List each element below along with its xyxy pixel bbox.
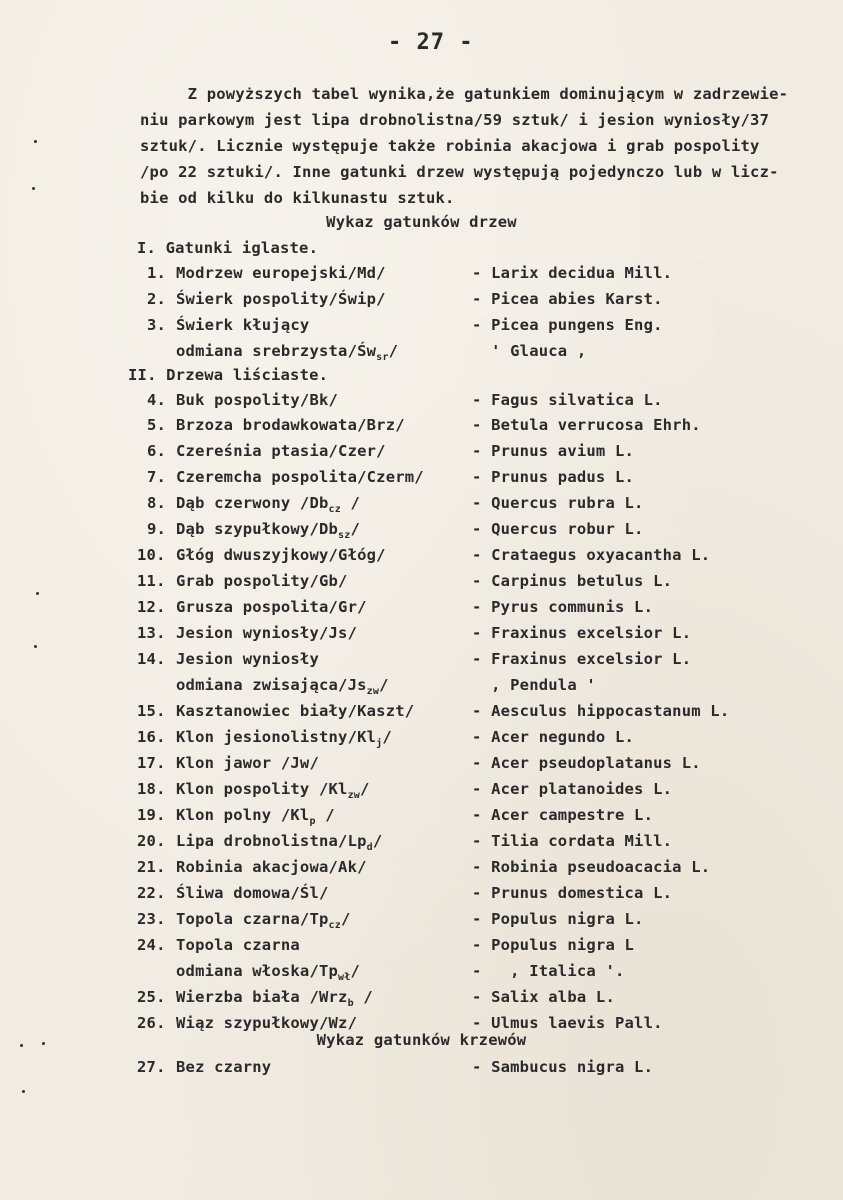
abbreviation-tail: / (350, 520, 361, 538)
row-number: 22. (137, 884, 166, 902)
polish-name-text: Bez czarny (176, 1058, 272, 1076)
polish-name-text: Wiąz szypułkowy/Wz/ (176, 1014, 358, 1032)
polish-name (176, 753, 319, 773)
polish-name-text: odmiana włoska/Tp (176, 962, 339, 980)
polish-name-text: Klon polny /Kl (176, 806, 310, 824)
latin-name: - Acer negundo L. (472, 728, 635, 746)
latin-name: - Picea pungens Eng. (472, 316, 663, 334)
abbreviation-tail: / (360, 780, 370, 798)
row-number: 14. (137, 650, 166, 668)
polish-name (176, 935, 300, 955)
polish-name (176, 390, 338, 410)
row-number: 2. (147, 290, 167, 308)
polish-name (176, 289, 386, 309)
latin-name: - Sambucus nigra L. (472, 1058, 654, 1076)
latin-name: - Acer pseudoplatanus L. (472, 754, 701, 772)
polish-name (176, 857, 367, 877)
paragraph-line: /po 22 sztuki/. Inne gatunki drzew występują pojedynczo lub w licz- (140, 163, 779, 181)
polish-name (176, 805, 335, 825)
polish-name-text: Jesion wyniosły (176, 650, 319, 668)
margin-mark (20, 1044, 23, 1047)
margin-mark (36, 592, 39, 595)
row-number: 19. (137, 806, 166, 824)
margin-mark (34, 645, 37, 648)
polish-name-text: Kasztanowiec biały/Kaszt/ (176, 702, 415, 720)
abbreviation-subscript: b (347, 998, 354, 1009)
page-number: - 27 - (388, 30, 474, 55)
polish-name (176, 987, 373, 1007)
abbreviation-subscript: cz (328, 504, 341, 515)
row-number: 18. (137, 780, 166, 798)
row-number: 5. (147, 416, 167, 434)
row-number: 8. (147, 494, 167, 512)
abbreviation-subscript: d (366, 842, 373, 853)
latin-name: - Tilia cordata Mill. (472, 832, 673, 850)
row-number: 25. (137, 988, 166, 1006)
polish-name-text: Modrzew europejski/Md/ (176, 264, 386, 282)
abbreviation-tail: / (372, 832, 383, 850)
polish-name (176, 909, 351, 929)
polish-name (176, 341, 398, 361)
abbreviation-subscript: sz (338, 530, 351, 541)
abbreviation-subscript: wł (338, 972, 351, 983)
row-number: 27. (137, 1058, 166, 1076)
row-number: 23. (137, 910, 166, 928)
latin-name: , Pendula ' (472, 676, 596, 694)
latin-name: - Carpinus betulus L. (472, 572, 673, 590)
row-number: 12. (137, 598, 166, 616)
abbreviation-tail: / (388, 342, 399, 360)
row-number: 13. (137, 624, 166, 642)
polish-name (176, 701, 414, 721)
polish-name (176, 623, 357, 643)
polish-name-text: Klon pospolity /Kl (176, 780, 348, 798)
latin-name: - Fraxinus excelsior L. (472, 650, 692, 668)
abbreviation-subscript: zw (347, 790, 361, 801)
abbreviation-tail: / (340, 910, 351, 928)
polish-name (176, 675, 389, 695)
polish-name-text: Głóg dwuszyjkowy/Głóg/ (176, 546, 386, 564)
polish-name-text: Świerk pospolity/Świp/ (176, 290, 386, 308)
polish-name-text: Wierzba biała /Wrz (176, 988, 348, 1006)
row-number: 1. (147, 264, 167, 282)
margin-mark (34, 140, 37, 143)
heading-shrubs: Wykaz gatunków krzewów (316, 1031, 527, 1049)
latin-name: - Ulmus laevis Pall. (472, 1014, 663, 1032)
paragraph-line: Z powyższych tabel wynika,że gatunkiem dominującym w zadrzewie- (140, 85, 789, 103)
polish-name (176, 831, 382, 851)
polish-name (176, 493, 360, 513)
row-number: 16. (137, 728, 166, 746)
abbreviation-subscript: j (376, 738, 383, 749)
polish-name (176, 1057, 271, 1077)
latin-name: - Quercus rubra L. (472, 494, 644, 512)
heading-trees: Wykaz gatunków drzew (326, 213, 517, 231)
row-number: 11. (137, 572, 166, 590)
polish-name-text: Świerk kłujący (176, 316, 310, 334)
category-deciduous: II. Drzewa liściaste. (128, 366, 329, 384)
latin-name: ' Glauca , (472, 342, 587, 360)
polish-name (176, 467, 424, 487)
latin-name: - Fraxinus excelsior L. (472, 624, 692, 642)
latin-name: - Quercus robur L. (472, 520, 644, 538)
latin-name: - Prunus padus L. (472, 468, 635, 486)
polish-name-text: Dąb szypułkowy/Db (176, 520, 339, 538)
abbreviation-tail: / (315, 806, 335, 824)
polish-name (176, 779, 370, 799)
latin-name: - Acer campestre L. (472, 806, 654, 824)
latin-name: - Crataegus oxyacantha L. (472, 546, 711, 564)
paragraph-line: sztuk/. Licznie występuje także robinia akacjowa i grab pospolity (140, 137, 760, 155)
polish-name-text: odmiana srebrzysta/Św (176, 342, 377, 360)
paragraph-line: bie od kilku do kilkunastu sztuk. (140, 189, 455, 207)
polish-name (176, 545, 386, 565)
abbreviation-tail: / (379, 676, 389, 694)
latin-name: - Salix alba L. (472, 988, 615, 1006)
polish-name (176, 441, 386, 461)
polish-name (176, 415, 405, 435)
polish-name (176, 315, 309, 335)
polish-name-text: Grusza pospolita/Gr/ (176, 598, 367, 616)
row-number: 20. (137, 832, 166, 850)
latin-name: - Robinia pseudoacacia L. (472, 858, 711, 876)
row-number: 15. (137, 702, 166, 720)
polish-name (176, 649, 319, 669)
abbreviation-tail: / (340, 494, 361, 512)
latin-name: - Aesculus hippocastanum L. (472, 702, 730, 720)
polish-name-text: Dąb czerwony /Db (176, 494, 329, 512)
row-number: 9. (147, 520, 167, 538)
polish-name-text: Lipa drobnolistna/Lp (176, 832, 367, 850)
latin-name: - Acer platanoides L. (472, 780, 673, 798)
polish-name-text: Czereśnia ptasia/Czer/ (176, 442, 386, 460)
polish-name-text: Topola czarna (176, 936, 300, 954)
abbreviation-subscript: zw (366, 686, 380, 697)
polish-name-text: Jesion wyniosły/Js/ (176, 624, 358, 642)
latin-name: - Betula verrucosa Ehrh. (472, 416, 701, 434)
row-number: 26. (137, 1014, 166, 1032)
latin-name: - , Italica '. (472, 962, 625, 980)
row-number: 17. (137, 754, 166, 772)
abbreviation-tail: / (382, 728, 392, 746)
latin-name: - Pyrus communis L. (472, 598, 654, 616)
abbreviation-subscript: sr (376, 352, 389, 363)
row-number: 10. (137, 546, 166, 564)
polish-name (176, 571, 348, 591)
row-number: 24. (137, 936, 166, 954)
polish-name-text: Śliwa domowa/Śl/ (176, 884, 329, 902)
abbreviation-tail: / (353, 988, 373, 1006)
polish-name-text: Klon jawor /Jw/ (176, 754, 319, 772)
abbreviation-subscript: cz (328, 920, 341, 931)
paragraph-line: niu parkowym jest lipa drobnolistna/59 sztuk/ i jesion wyniosły/37 (140, 111, 770, 129)
margin-mark (32, 187, 35, 190)
latin-name: - Populus nigra L (472, 936, 635, 954)
polish-name-text: Topola czarna/Tp (176, 910, 329, 928)
polish-name-text: Robinia akacjowa/Ak/ (176, 858, 367, 876)
polish-name-text: Brzoza brodawkowata/Brz/ (176, 416, 405, 434)
row-number: 6. (147, 442, 167, 460)
abbreviation-subscript: p (309, 816, 316, 827)
margin-mark (22, 1090, 25, 1093)
polish-name-text: Grab pospolity/Gb/ (176, 572, 348, 590)
latin-name: - Populus nigra L. (472, 910, 644, 928)
polish-name (176, 263, 386, 283)
row-number: 4. (147, 391, 167, 409)
polish-name (176, 727, 392, 747)
row-number: 3. (147, 316, 167, 334)
polish-name (176, 597, 367, 617)
category-conifers: I. Gatunki iglaste. (137, 239, 319, 257)
latin-name: - Picea abies Karst. (472, 290, 663, 308)
latin-name: - Larix decidua Mill. (472, 264, 673, 282)
row-number: 21. (137, 858, 166, 876)
polish-name-text: Klon jesionolistny/Kl (176, 728, 377, 746)
polish-name-text: Buk pospolity/Bk/ (176, 391, 339, 409)
latin-name: - Fagus silvatica L. (472, 391, 663, 409)
margin-mark (42, 1042, 45, 1045)
abbreviation-tail: / (350, 962, 361, 980)
latin-name: - Prunus avium L. (472, 442, 635, 460)
polish-name (176, 961, 360, 981)
row-number: 7. (147, 468, 167, 486)
polish-name-text: odmiana zwisająca/Js (176, 676, 367, 694)
polish-name-text: Czeremcha pospolita/Czerm/ (176, 468, 424, 486)
polish-name (176, 883, 329, 903)
polish-name (176, 519, 360, 539)
latin-name: - Prunus domestica L. (472, 884, 673, 902)
